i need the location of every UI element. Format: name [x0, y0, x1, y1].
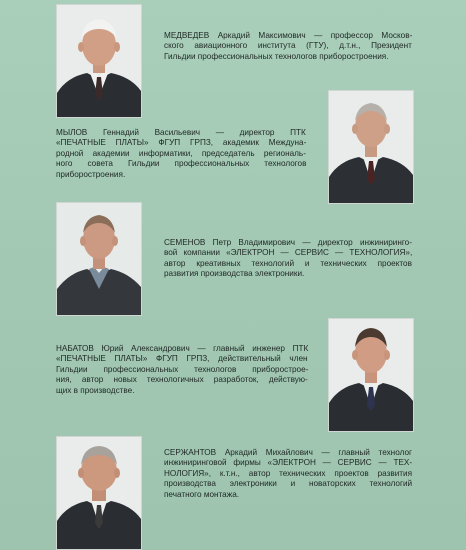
portrait-photo-nabatov	[328, 318, 414, 432]
bio-line: щих в производстве.	[56, 385, 135, 395]
bio-line: СЕРЖАНТОВ Аркадий Михайлович — главный технолог	[164, 448, 412, 457]
bio-line: приборостроения.	[56, 169, 126, 179]
bio-line: МЕДВЕДЕВ Аркадий Максимович — профессор Москов-	[164, 31, 413, 40]
bio-line: родной академии информатики, председатель региональ-	[56, 148, 306, 158]
bio-line: СЕМЕНОВ Петр Владимирович — директор инжиниринго-	[164, 238, 412, 247]
bio-line: МЫЛОВ Геннадий Васильевич — директор ПТК	[56, 128, 306, 137]
bio-line: ния, автор новых технологичных разработок, действую-	[56, 375, 308, 385]
bio-line: НАБАТОВ Юрий Александрович — главный инженер ПТК	[56, 344, 309, 353]
bio-line: «ПЕЧАТНЫЕ ПЛАТЫ» ФГУП ГРПЗ, действительный член	[56, 354, 308, 364]
bio-line: развития производства электроники.	[164, 269, 305, 279]
portrait-photo-medvedev	[56, 4, 142, 118]
bio-nabatov	[56, 344, 308, 396]
bio-line: автор креативных технологий и технических проектов	[164, 258, 412, 268]
bio-line: ского авиационного института (ГТУ), д.т.н., Президент	[164, 41, 412, 51]
bio-line: Гильдии профессиональных технологов приборострое-	[56, 364, 309, 374]
bio-line: ного совета Гильдии профессиональных технологов	[56, 159, 307, 169]
portrait-photo-serzhantov	[56, 436, 142, 550]
bio-mylov	[56, 128, 306, 180]
bio-line: инжиниринговой фирмы «ЭЛЕКТРОН — СЕРВИС — ТЕХ-	[164, 458, 413, 468]
bio-semenov	[164, 238, 412, 280]
portrait-photo-mylov	[328, 90, 414, 204]
bio-serzhantov	[164, 448, 412, 500]
bio-medvedev	[164, 31, 412, 62]
bio-line: печатного монтажа.	[164, 489, 240, 499]
bio-line: «ПЕЧАТНЫЕ ПЛАТЫ» ФГУП ГРПЗ, академик Междуна-	[56, 138, 307, 148]
bio-line: НОЛОГИЯ», к.т.н., автор технических проектов развития	[164, 468, 413, 478]
bio-line: Гильдии профессиональных технологов приборостроения.	[164, 51, 389, 61]
portrait-photo-semenov	[56, 202, 142, 316]
bio-line: вой компании «ЭЛЕКТРОН — СЕРВИС — ТЕХНОЛОГИЯ»,	[164, 248, 413, 258]
bio-line: производства электроники и новаторских технологий	[164, 479, 413, 489]
